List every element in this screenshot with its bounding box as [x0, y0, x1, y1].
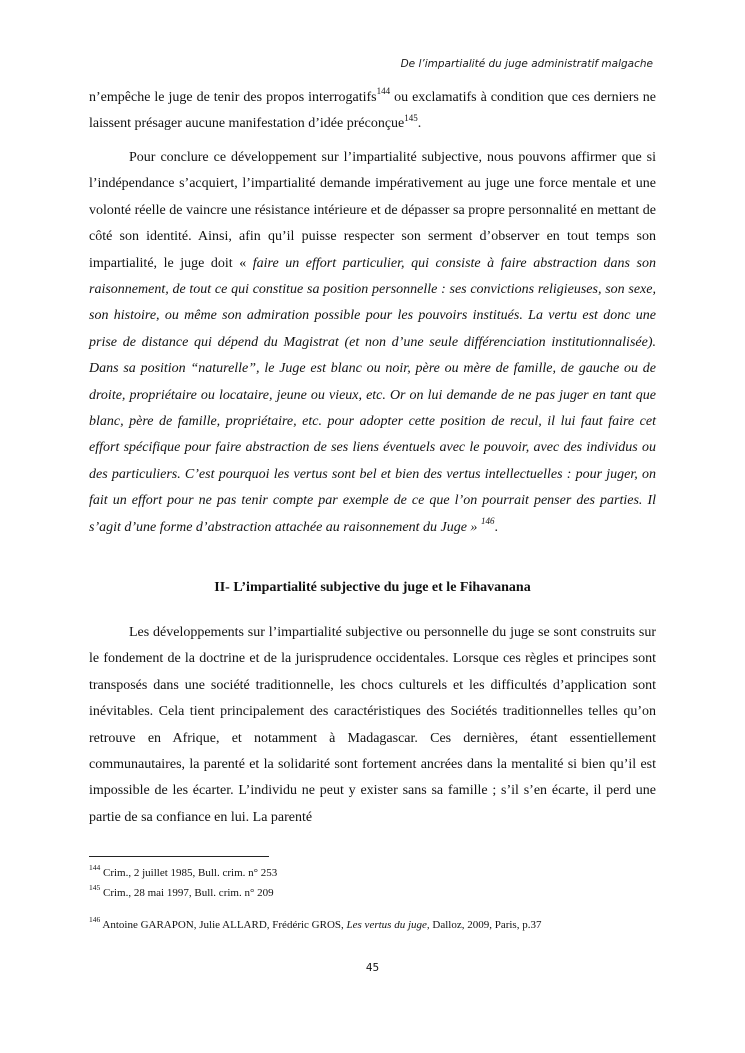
section-heading: II- L’impartialité subjective du juge et le Fihavanana — [214, 580, 531, 595]
footnote-text: Antoine GARAPON, Julie ALLARD, Frédéric GROS, — [100, 919, 347, 931]
footnote-number: 144 — [89, 863, 101, 873]
paragraph-1-text: n’empêche le juge de tenir des propos interrogatifs — [89, 90, 377, 105]
footnote-ref-145[interactable]: 145 — [404, 112, 418, 123]
paragraph-3: Les développements sur l’impartialité subjective ou personnelle du juge se sont construits sur le fondement de la doctrine et de la jurisprudence occidentales. Lorsque ces règles et principes sont transposés dans une société traditionnelle, les chocs culturels et les difficultés d’application sont inévitables. Cela tient principalement des caractéristiques des Sociétés traditionnelles telles qu’on retrouve en Afrique, et notamment à Madagascar. Ces dernières, étant essentiellement communautaires, la parenté et la solidarité sont fortement ancrées dans la mentalité si bien qu’il est impossible de les écarter. L’individu ne peut y exister sans sa famille ; s’il s’en écarte, il perd une partie de sa confiance en lui. La parenté — [89, 625, 656, 825]
page-number: 45 — [365, 962, 380, 974]
footnote-144 — [89, 863, 656, 880]
garapon-quotation: faire un effort particulier, qui consiste à faire abstraction dans son raisonnement, de tout ce qui constitue sa position personnelle : ses convictions religieuses, son sexe, son histoire, ou même son admiration possible pour les pouvoirs institués. La vertu est donc une prise de distance qui dépend du Magistrat (et non d’une seule différenciation institutionnalisée). Dans sa position “naturelle”, le Juge est blanc ou noir, père ou mère de famille, de gauche ou de droite, propriétaire ou locataire, jeune ou vieux, etc. Or on lui demande de ne pas juger en tant que blanc, père de famille, propriétaire, etc. pour adopter cette position de recul, il lui faut faire cet effort spécifique pour faire abstraction de ses liens éventuels avec le pouvoir, avec des individus ou des particuliers. C’est pourquoi les vertus sont bel et bien des vertus intellectuelles : pour juger, on fait un effort pour ne pas tenir compte par exemple de ce que l’on pourrait penser des parties. Il s’agit d’une forme d’abstraction attachée au raisonnement du Juge » — [89, 255, 656, 535]
footnote-number: 146 — [89, 915, 101, 925]
paragraph-2-text: Pour conclure ce développement sur l’impartialité subjective, nous pouvons affirmer que si l’indépendance s’acquiert, l’impartialité demande impérativement au juge une force mentale et une volonté réelle de vaincre une résistance intérieure et de dépasser sa propre personnalité en mettant de côté son identité. Ainsi, afin qu’il puisse respecter son serment d’observer en tout temps son impartialité, le juge doit « — [89, 150, 656, 271]
paragraph-1-end: . — [417, 116, 422, 132]
footnote-text-end: Dalloz, 2009, Paris, p.37 — [429, 919, 542, 931]
running-header: De l’impartialité du juge administratif malgache — [400, 58, 653, 70]
paragraph-2-end: . — [494, 519, 498, 535]
paragraph-1 — [89, 85, 656, 138]
footnote-145 — [89, 883, 656, 900]
footnote-text: Crim., 2 juillet 1985, Bull. crim. n° 253 — [100, 867, 278, 879]
footnote-text: Crim., 28 mai 1997, Bull. crim. n° 209 — [100, 887, 274, 899]
paragraph-1-text-cont: ou exclamatifs à condition que ces derniers ne laissent présager aucune manifestation d’idée préconçue — [89, 90, 657, 132]
footnote-separator — [89, 856, 269, 857]
footnote-ref-144[interactable]: 144 — [376, 86, 391, 97]
footnote-ref-146[interactable]: 146 — [480, 516, 495, 527]
footnote-146 — [89, 915, 656, 932]
paragraph-2 — [89, 145, 656, 541]
footnote-book-title: Les vertus du juge, — [346, 919, 430, 931]
footnote-number: 145 — [89, 883, 101, 893]
